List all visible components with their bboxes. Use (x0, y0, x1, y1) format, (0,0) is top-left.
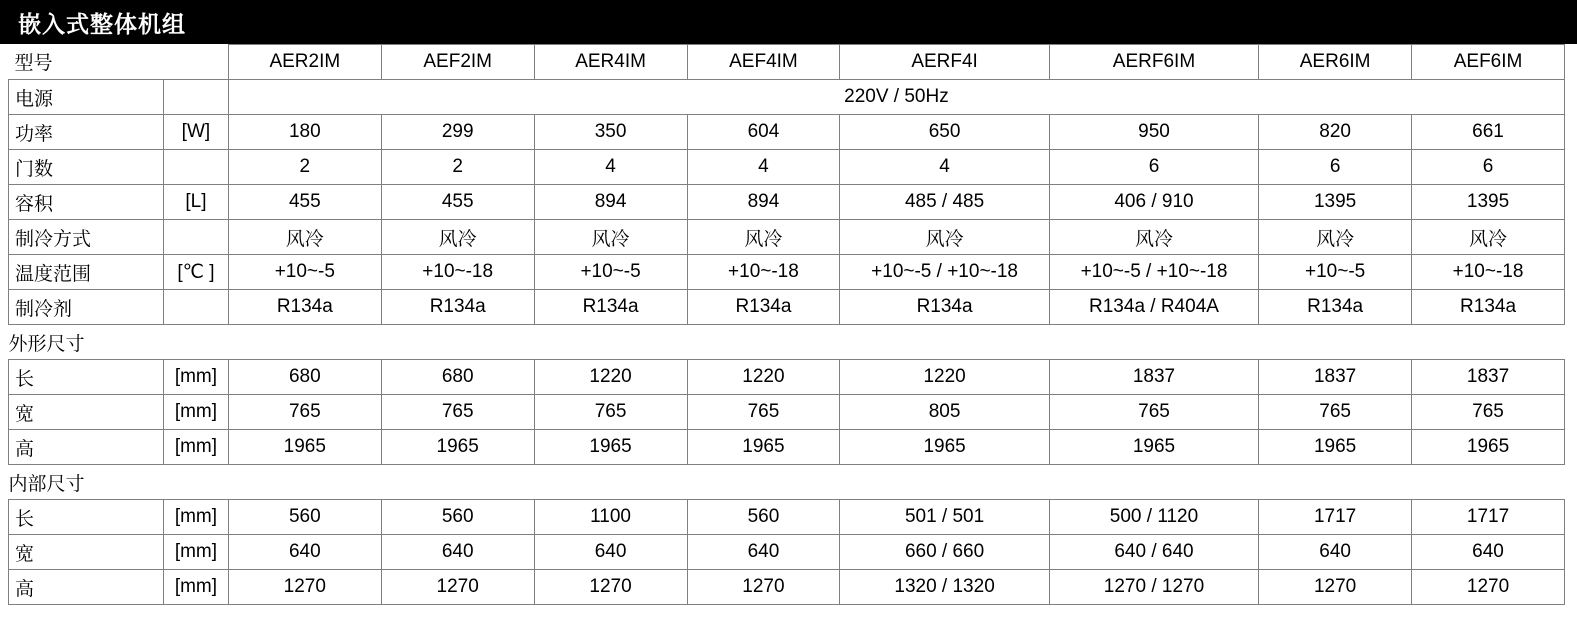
cell: 640 (1259, 535, 1412, 570)
cell: 350 (534, 115, 687, 150)
cell: 950 (1049, 115, 1258, 150)
row-unit-interior-length: [mm] (163, 500, 228, 535)
cell: 640 (228, 535, 381, 570)
cell: R134a (687, 290, 840, 325)
cell: 680 (381, 360, 534, 395)
row-unit-power: [W] (163, 115, 228, 150)
cell: 风冷 (228, 220, 381, 255)
cell: 1965 (687, 430, 840, 465)
cell: +10~-18 (687, 255, 840, 290)
model-header-0: AER2IM (228, 45, 381, 80)
cell: 1320 / 1320 (840, 570, 1049, 605)
table-row (9, 570, 1565, 605)
unit-header (163, 45, 228, 80)
cell: +10~-5 (228, 255, 381, 290)
model-header-7: AEF6IM (1412, 45, 1565, 80)
cell: 1965 (534, 430, 687, 465)
cell: 765 (381, 395, 534, 430)
cell: 1965 (381, 430, 534, 465)
cell: 1837 (1259, 360, 1412, 395)
cell: 1220 (534, 360, 687, 395)
table-row (9, 500, 1565, 535)
cell: 1270 (381, 570, 534, 605)
table-row (9, 115, 1565, 150)
page-title-bar (0, 0, 1577, 44)
cell: 805 (840, 395, 1049, 430)
cell: 661 (1412, 115, 1565, 150)
cell: 501 / 501 (840, 500, 1049, 535)
cell: +10~-5 (534, 255, 687, 290)
cell: R134a (1412, 290, 1565, 325)
cell: 1965 (228, 430, 381, 465)
cell: R134a (228, 290, 381, 325)
cell: +10~-18 (1412, 255, 1565, 290)
cell: 894 (687, 185, 840, 220)
cell: 500 / 1120 (1049, 500, 1258, 535)
cell: 1220 (687, 360, 840, 395)
row-label-door-count: 门数 (9, 150, 164, 185)
cell: 299 (381, 115, 534, 150)
section-title-interior-dimensions: 内部尺寸 (9, 465, 1565, 500)
cell: 765 (228, 395, 381, 430)
cell: 180 (228, 115, 381, 150)
section-header-row (9, 465, 1565, 500)
row-label-refrigerant: 制冷剂 (9, 290, 164, 325)
cell: 485 / 485 (840, 185, 1049, 220)
table-row (9, 290, 1565, 325)
row-unit-temperature-range: [℃ ] (163, 255, 228, 290)
cell: 1965 (840, 430, 1049, 465)
cell: 894 (534, 185, 687, 220)
cell: 1837 (1049, 360, 1258, 395)
cell: 4 (534, 150, 687, 185)
row-unit-volume: [L] (163, 185, 228, 220)
cell: 1270 (1412, 570, 1565, 605)
cell: 6 (1412, 150, 1565, 185)
cell: 560 (381, 500, 534, 535)
cell: 1270 (228, 570, 381, 605)
cell: +10~-5 / +10~-18 (1049, 255, 1258, 290)
section-header-row (9, 325, 1565, 360)
model-header-1: AEF2IM (381, 45, 534, 80)
cell: 1270 (687, 570, 840, 605)
cell: 2 (228, 150, 381, 185)
cell: 765 (687, 395, 840, 430)
cell: +10~-5 / +10~-18 (840, 255, 1049, 290)
cell: 680 (228, 360, 381, 395)
cell: 1965 (1049, 430, 1258, 465)
cell: 1717 (1259, 500, 1412, 535)
row-label-power: 功率 (9, 115, 164, 150)
model-header-2: AER4IM (534, 45, 687, 80)
cell: 765 (534, 395, 687, 430)
cell: 1270 (1259, 570, 1412, 605)
cell: 6 (1259, 150, 1412, 185)
row-label-interior-length: 长 (9, 500, 164, 535)
cell: 风冷 (687, 220, 840, 255)
table-row (9, 80, 1565, 115)
row-label-volume: 容积 (9, 185, 164, 220)
cell: 406 / 910 (1049, 185, 1258, 220)
table-row (9, 220, 1565, 255)
cell: 660 / 660 (840, 535, 1049, 570)
row-label-exterior-length: 长 (9, 360, 164, 395)
cell: 风冷 (840, 220, 1049, 255)
cell: 640 (687, 535, 840, 570)
cell: 640 (1412, 535, 1565, 570)
table-header-row (9, 45, 1565, 80)
row-unit-exterior-height: [mm] (163, 430, 228, 465)
cell: 风冷 (534, 220, 687, 255)
cell: 560 (687, 500, 840, 535)
cell: 1270 (534, 570, 687, 605)
cell: 2 (381, 150, 534, 185)
cell: R134a (840, 290, 1049, 325)
page-title: 嵌入式整体机组 (18, 10, 186, 37)
cell: 1965 (1412, 430, 1565, 465)
row-label-exterior-width: 宽 (9, 395, 164, 430)
table-row (9, 150, 1565, 185)
section-title-exterior-dimensions: 外形尺寸 (9, 325, 1565, 360)
row-unit-cooling-method (163, 220, 228, 255)
cell: 1965 (1259, 430, 1412, 465)
cell: R134a (381, 290, 534, 325)
row-unit-exterior-width: [mm] (163, 395, 228, 430)
model-header-3: AEF4IM (687, 45, 840, 80)
cell: 765 (1049, 395, 1258, 430)
cell: 1717 (1412, 500, 1565, 535)
model-header-5: AERF6IM (1049, 45, 1258, 80)
cell: 1220 (840, 360, 1049, 395)
cell: 风冷 (381, 220, 534, 255)
cell: 1395 (1412, 185, 1565, 220)
cell: 455 (228, 185, 381, 220)
cell: 6 (1049, 150, 1258, 185)
cell: 604 (687, 115, 840, 150)
specification-table (8, 44, 1565, 605)
cell: 765 (1412, 395, 1565, 430)
cell: 风冷 (1259, 220, 1412, 255)
row-label-interior-width: 宽 (9, 535, 164, 570)
row-unit-power-supply (163, 80, 228, 115)
cell: 650 (840, 115, 1049, 150)
cell: 765 (1259, 395, 1412, 430)
cell: 455 (381, 185, 534, 220)
row-label-exterior-height: 高 (9, 430, 164, 465)
table-row (9, 255, 1565, 290)
model-header-4: AERF4I (840, 45, 1049, 80)
row-unit-door-count (163, 150, 228, 185)
cell: +10~-5 (1259, 255, 1412, 290)
cell: 风冷 (1049, 220, 1258, 255)
cell: 640 / 640 (1049, 535, 1258, 570)
row-value-power-supply-merged: 220V / 50Hz (228, 80, 1564, 115)
cell: R134a (534, 290, 687, 325)
cell: 4 (840, 150, 1049, 185)
cell: 1837 (1412, 360, 1565, 395)
cell: 1270 / 1270 (1049, 570, 1258, 605)
cell: 560 (228, 500, 381, 535)
cell: R134a (1259, 290, 1412, 325)
table-row (9, 185, 1565, 220)
cell: 640 (534, 535, 687, 570)
row-label-cooling-method: 制冷方式 (9, 220, 164, 255)
table-row (9, 360, 1565, 395)
cell: 4 (687, 150, 840, 185)
row-label-power-supply: 电源 (9, 80, 164, 115)
table-row (9, 535, 1565, 570)
cell: R134a / R404A (1049, 290, 1258, 325)
row-unit-refrigerant (163, 290, 228, 325)
cell: 820 (1259, 115, 1412, 150)
row-label-interior-height: 高 (9, 570, 164, 605)
cell: 1100 (534, 500, 687, 535)
row-label-header: 型号 (9, 45, 164, 80)
cell: +10~-18 (381, 255, 534, 290)
row-label-temperature-range: 温度范围 (9, 255, 164, 290)
model-header-6: AER6IM (1259, 45, 1412, 80)
row-unit-interior-width: [mm] (163, 535, 228, 570)
row-unit-exterior-length: [mm] (163, 360, 228, 395)
cell: 1395 (1259, 185, 1412, 220)
cell: 风冷 (1412, 220, 1565, 255)
row-unit-interior-height: [mm] (163, 570, 228, 605)
table-row (9, 430, 1565, 465)
table-row (9, 395, 1565, 430)
cell: 640 (381, 535, 534, 570)
